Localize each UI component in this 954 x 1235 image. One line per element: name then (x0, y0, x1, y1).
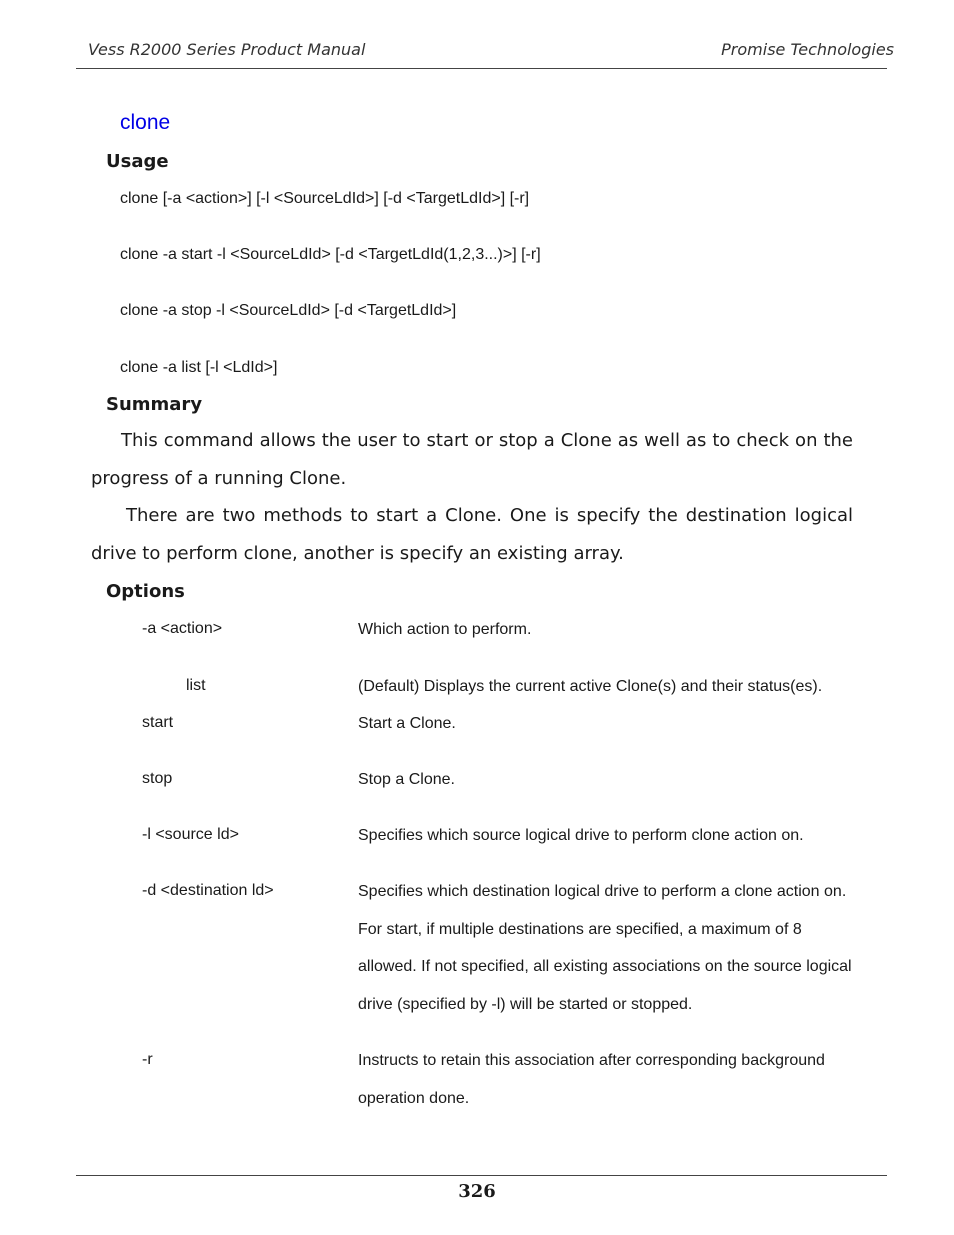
summary-paragraph: There are two methods to start a Clone. One is specify the destination logical drive to perform clone, another is specify an existing array. (91, 505, 853, 564)
option-description: Specifies which destination logical drive to perform a clone action on. For start, if multiple destinations are specified, a maximum of 8 allowed. If not specified, all existing associations on the source logical drive (specified by -l) will be started or stopped. (358, 883, 852, 1013)
usage-line: clone -a stop -l <SourceLdId> [-d <TargetLdId>] (120, 302, 457, 319)
option-description: Which action to perform. (358, 621, 532, 638)
option-description: (Default) Displays the current active Clone(s) and their status(es). (358, 678, 823, 695)
option-name: -l <source ld> (142, 826, 239, 843)
option-name: -a <action> (142, 620, 223, 637)
header-company: Promise Technologies (721, 40, 894, 59)
header-manual-title: Vess R2000 Series Product Manual (88, 40, 366, 59)
option-name: stop (142, 770, 173, 787)
page-number: 326 (458, 1181, 496, 1202)
usage-line: clone -a list [-l <LdId>] (120, 359, 278, 376)
option-name: -r (142, 1051, 153, 1068)
option-name: -d <destination ld> (142, 882, 274, 899)
option-name: start (142, 714, 174, 731)
option-description: Instructs to retain this association after corresponding background operation done. (358, 1052, 825, 1107)
footer-rule (76, 1175, 887, 1176)
usage-line: clone -a start -l <SourceLdId> [-d <TargetLdId(1,2,3...)>] [-r] (120, 246, 541, 263)
command-title: clone (120, 111, 171, 134)
summary-paragraph: This command allows the user to start or stop a Clone as well as to check on the progress of a running Clone. (91, 430, 853, 489)
option-description: Start a Clone. (358, 715, 456, 732)
option-description: Specifies which source logical drive to perform clone action on. (358, 827, 804, 844)
option-name: list (186, 677, 206, 694)
option-description: Stop a Clone. (358, 771, 455, 788)
usage-heading: Usage (106, 151, 169, 172)
summary-heading: Summary (106, 394, 203, 415)
usage-line: clone [-a <action>] [-l <SourceLdId>] [-d <TargetLdId>] [-r] (120, 190, 530, 207)
options-heading: Options (106, 581, 185, 602)
header-rule (76, 68, 887, 69)
